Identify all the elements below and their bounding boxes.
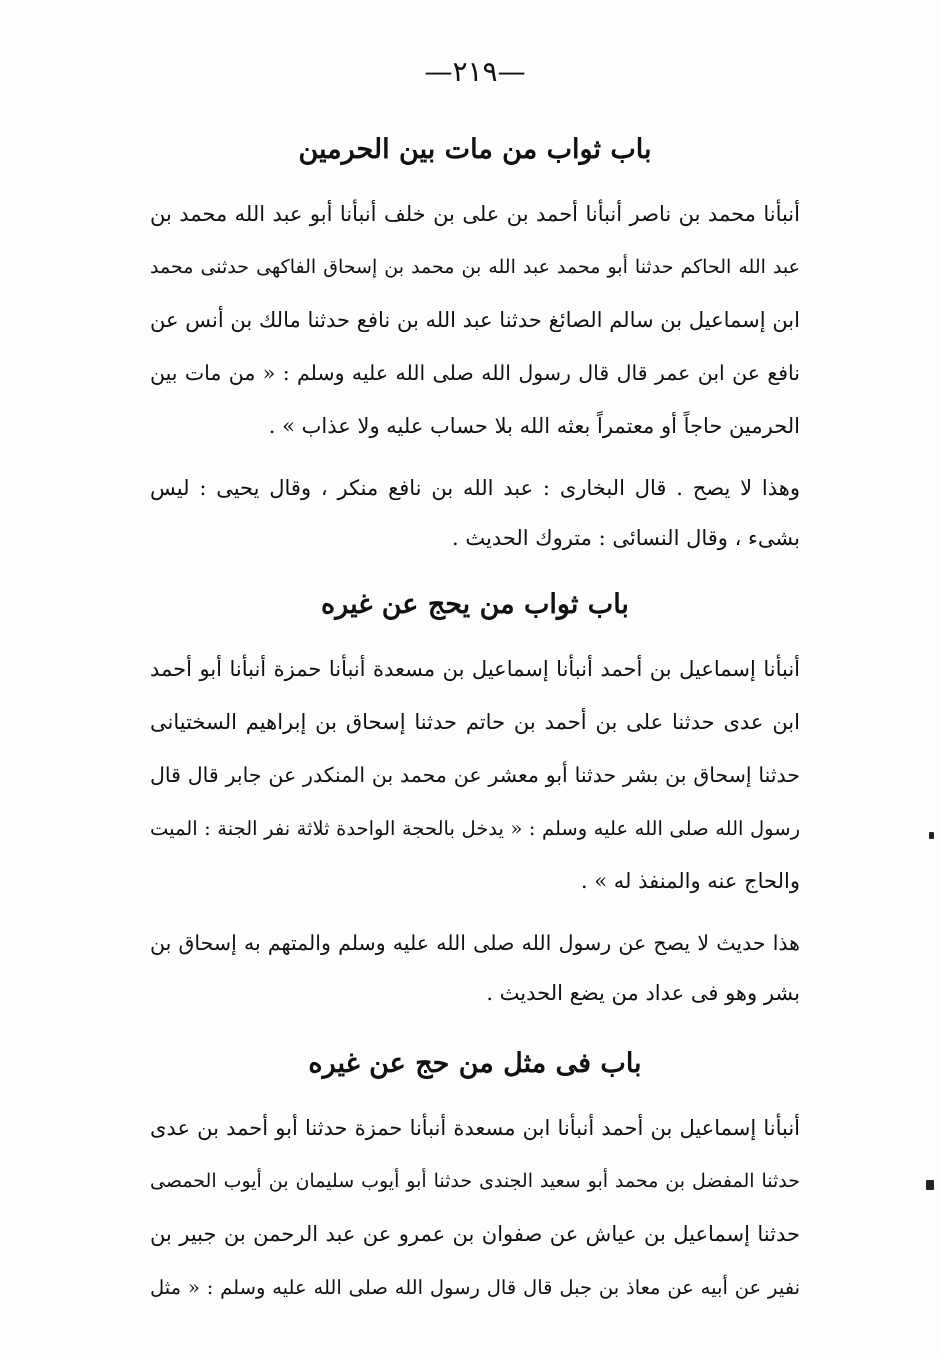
commentary-paragraph — [150, 463, 800, 563]
hadith-paragraph — [150, 1102, 800, 1314]
section-hajj-for-another — [150, 583, 800, 1018]
section-title: باب ثواب من يحج عن غيره — [321, 589, 629, 620]
text-line: حدثنا إسماعيل بن عياش عن صفوان بن عمرو عن عبد الرحمن بن جبير بن — [150, 1222, 800, 1246]
text-line: عبد الله الحاكم حدثنا أبو محمد عبد الله بن محمد بن إسحاق الفاكهى حدثنى محمد — [150, 256, 800, 278]
page-number: —٢١٩— — [424, 55, 526, 88]
text-line: رسول الله صلى الله عليه وسلم : « يدخل بالحجة الواحدة ثلاثة نفر الجنة : الميت — [150, 817, 800, 840]
text-line: الحرمين حاجاً أو معتمراً بعثه الله بلا حساب عليه ولا عذاب » . — [268, 414, 800, 438]
text-line: بشىء ، وقال النسائى : متروك الحديث . — [452, 526, 800, 550]
hadith-paragraph — [150, 643, 800, 908]
section-parable-hajj-for-another — [150, 1042, 800, 1314]
text-line: ابن إسماعيل بن سالم الصائغ حدثنا عبد الله بن نافع حدثنا مالك بن أنس عن — [150, 308, 800, 332]
text-line: نفير عن أبيه عن معاذ بن جبل قال قال رسول الله صلى الله عليه وسلم : « مثل — [150, 1276, 800, 1299]
text-line: هذا حديث لا يصح عن رسول الله صلى الله عليه وسلم والمتهم به إسحاق بن — [150, 931, 800, 955]
section-death-between-harams — [150, 128, 800, 563]
page-content — [150, 52, 800, 1314]
text-line: نافع عن ابن عمر قال قال رسول الله صلى الله عليه وسلم : « من مات بين — [150, 361, 800, 385]
text-line: بشر وهو فى عداد من يضع الحديث . — [486, 981, 800, 1005]
text-line: حدثنا إسحاق بن بشر حدثنا أبو معشر عن محمد بن المنكدر عن جابر قال قال — [150, 763, 800, 787]
text-line: أنبأنا إسماعيل بن أحمد أنبأنا إسماعيل بن مسعدة أنبأنا حمزة أنبأنا أبو أحمد — [150, 657, 800, 681]
hadith-paragraph — [150, 188, 800, 453]
commentary-paragraph — [150, 918, 800, 1018]
text-line: والحاج عنه والمنفذ له » . — [580, 869, 800, 893]
margin-mark — [926, 1180, 934, 1190]
text-line: أنبأنا إسماعيل بن أحمد أنبأنا ابن مسعدة أنبأنا حمزة حدثنا أبو أحمد بن عدى — [150, 1116, 800, 1140]
text-line: وهذا لا يصح . قال البخارى : عبد الله بن نافع منكر ، وقال يحيى : ليس — [150, 476, 800, 500]
section-title: باب ثواب من مات بين الحرمين — [298, 134, 652, 165]
text-line: حدثنا المفضل بن محمد أبو سعيد الجندى حدثنا أبو أيوب سليمان بن أيوب الحمصى — [150, 1170, 800, 1192]
section-title: باب فى مثل من حج عن غيره — [308, 1048, 642, 1079]
text-line: ابن عدى حدثنا على بن أحمد بن حاتم حدثنا إسحاق بن إبراهيم السختيانى — [150, 710, 800, 734]
margin-mark — [929, 832, 934, 839]
text-line: أنبأنا محمد بن ناصر أنبأنا أحمد بن على بن خلف أنبأنا أبو عبد الله محمد بن — [150, 202, 800, 226]
